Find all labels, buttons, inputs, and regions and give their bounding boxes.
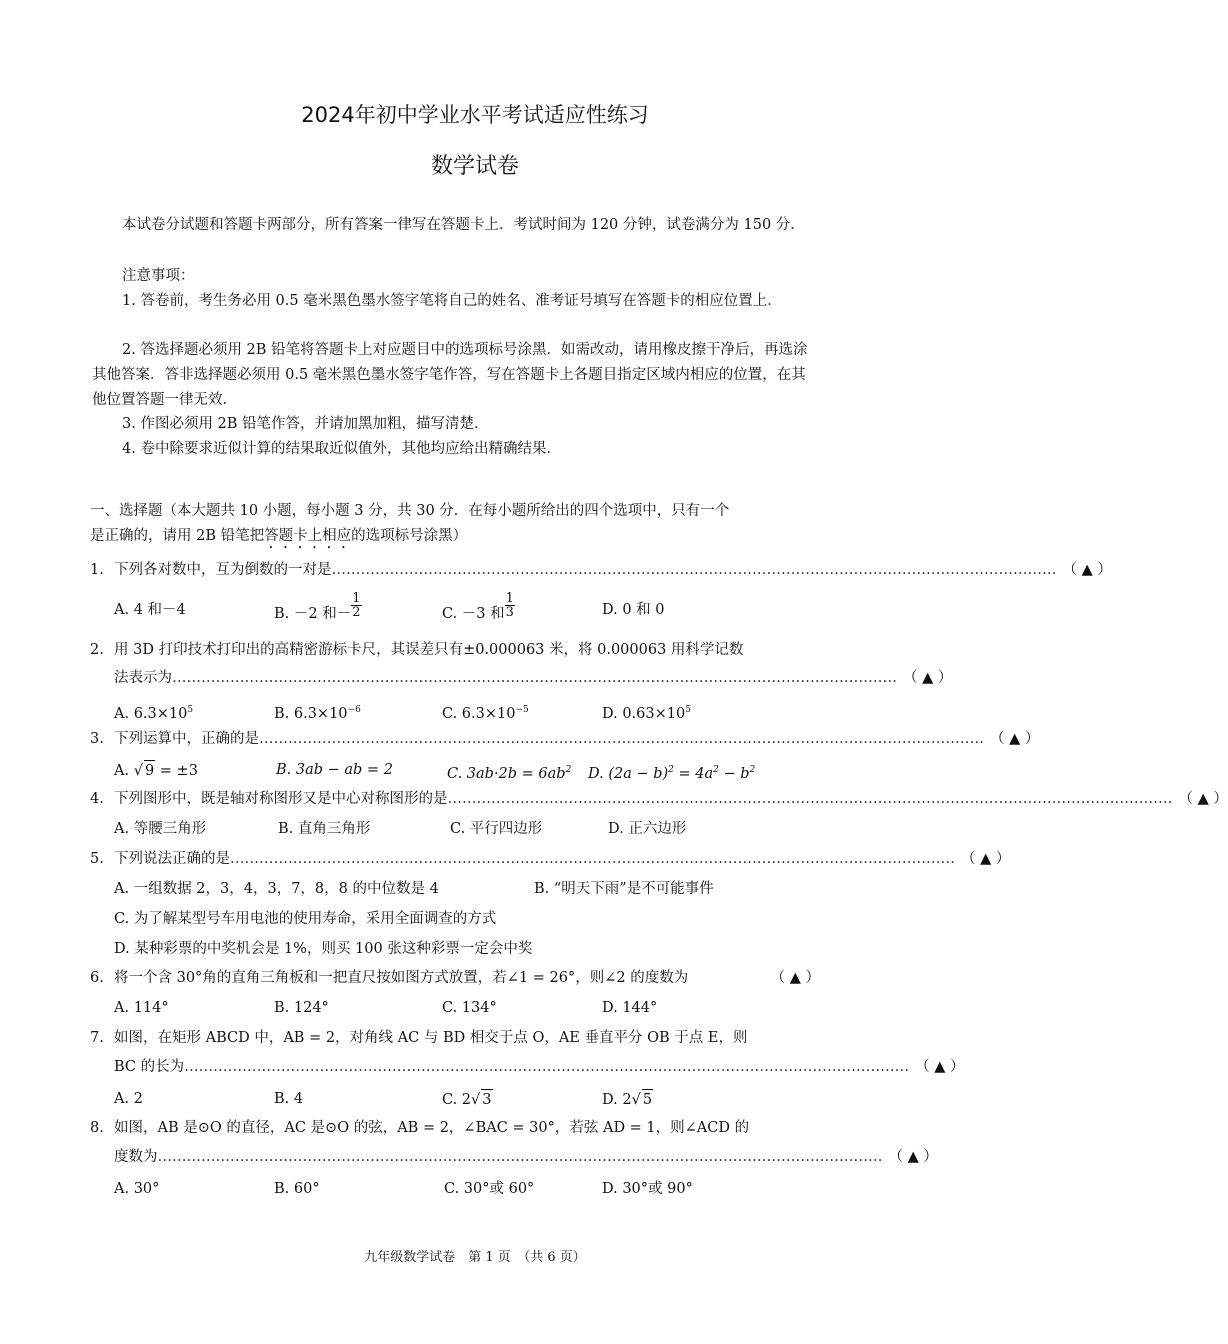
- section-line2-emph: 答题卡上相应: [264, 528, 352, 544]
- exponent: 2: [749, 765, 756, 775]
- denominator: 2: [352, 605, 361, 620]
- question-7: [90, 1028, 820, 1048]
- option-c: C. 为了解某型号车用电池的使用寿命，采用全面调查的方式: [114, 911, 497, 927]
- option-b-text: B. 6.3×10: [274, 705, 348, 722]
- fraction: [351, 592, 361, 619]
- section-heading: 一、选择题（本大题共 10 小题，每小题 3 分，共 30 分．在每小题所给出的四个选项中，只有一个: [90, 503, 730, 519]
- leader-dots: ……………………………………………………………………………………………………………………………………: [172, 670, 897, 686]
- answer-mark: （ ▲ ）: [961, 851, 1011, 867]
- radicand: 9: [144, 760, 155, 781]
- option-b: B. 3ab − ab = 2: [276, 762, 393, 778]
- page-subtitle: 数学试卷: [430, 154, 519, 179]
- option-d-mid: = 4a: [673, 765, 714, 782]
- question-number: 2.: [90, 642, 104, 658]
- question-text: 下列运算中，正确的是: [114, 731, 259, 747]
- option-d: D. 某种彩票的中奖机会是 1%，则买 100 张这种彩票一定会中奖: [114, 941, 533, 957]
- page-title: 2024年初中学业水平考试适应性练习: [301, 103, 649, 127]
- answer-mark: （ ▲ ）: [915, 1059, 965, 1075]
- option-c: C. 30°或 60°: [444, 1181, 535, 1197]
- answer-mark: （ ▲ ）: [1062, 562, 1112, 578]
- question-text: 如图，在矩形 ABCD 中，AB = 2，对角线 AC 与 BD 相交于点 O，AE 垂直平分 OB 于点 E，则: [114, 1030, 748, 1046]
- question-text: 下列说法正确的是: [114, 851, 230, 867]
- option-d: D. 0 和 0: [602, 602, 665, 618]
- option-d-text: D. 2: [602, 1092, 632, 1108]
- option-c: [442, 700, 529, 724]
- answer-mark: （ ▲ ）: [1178, 791, 1228, 807]
- question-number: 5.: [90, 851, 104, 867]
- question-number: 8.: [90, 1120, 104, 1136]
- option-a: A. √ 9 = ±3: [114, 760, 198, 781]
- question-number: 1.: [90, 562, 104, 578]
- question-1: [90, 560, 1112, 580]
- option-c-text: C. 6.3×10: [442, 705, 516, 722]
- radicand: 3: [481, 1089, 492, 1110]
- question-number: 3.: [90, 731, 104, 747]
- option-b: [274, 591, 362, 622]
- denominator: 3: [505, 605, 514, 620]
- option-d: [602, 700, 691, 724]
- question-number: 6.: [90, 970, 104, 986]
- option-a-text: A.: [114, 763, 134, 779]
- option-a: A. 等腰三角形: [114, 821, 207, 837]
- option-d-end: − b: [718, 765, 750, 782]
- option-d: D. 正六边形: [608, 821, 687, 837]
- question-text: 用 3D 打印技术打印出的高精密游标卡尺，其误差只有±0.000063 米，将 0.000063 用科学记数: [114, 642, 744, 658]
- option-c-text: C. 3ab·2b = 6ab: [447, 765, 566, 782]
- option-b: B. 直角三角形: [278, 821, 371, 837]
- option-b: B. 4: [274, 1091, 304, 1107]
- option-b: B. 60°: [274, 1181, 320, 1197]
- question-2-cont: [90, 668, 953, 688]
- page-footer: 九年级数学试卷 第 1 页 （共 6 页）: [364, 1250, 586, 1265]
- notice-title: 注意事项：: [122, 268, 195, 284]
- option-b: [274, 700, 361, 724]
- exponent: 2: [713, 765, 719, 775]
- question-5: [90, 849, 1011, 869]
- note-3: 3. 作图必须用 2B 铅笔作答，并请加黑加粗，描写清楚．: [122, 416, 489, 432]
- exponent: 2: [565, 765, 572, 775]
- question-number: 4.: [90, 791, 104, 807]
- option-a: A. 一组数据 2，3，4，3，7，8，8 的中位数是 4: [114, 881, 439, 897]
- leader-dots: ……………………………………………………………………………………………………………………………………: [259, 731, 984, 747]
- option-d: D. 144°: [602, 1000, 658, 1016]
- answer-mark: （ ▲ ）: [903, 670, 953, 686]
- exponent: 5: [187, 705, 194, 715]
- option-b: B. “明天下雨”是不可能事件: [534, 881, 714, 897]
- option-d: D. 30°或 90°: [602, 1181, 693, 1197]
- option-a: [114, 700, 193, 724]
- option-c: C. 134°: [442, 1000, 497, 1016]
- question-text: 下列图形中，既是轴对称图形又是中心对称图形的是: [114, 791, 448, 807]
- question-text: 将一个含 30°角的直角三角板和一把直尺按如图方式放置，若∠1 = 26°，则∠2 的度数为: [114, 970, 689, 986]
- numerator: 1: [505, 591, 514, 606]
- question-8-cont: [90, 1147, 938, 1167]
- leader-dots: ……………………………………………………………………………………………………………………………………: [447, 791, 1173, 807]
- option-a: A. 114°: [114, 1000, 169, 1016]
- question-4: [90, 789, 1228, 809]
- option-c-text: C. 2: [442, 1092, 472, 1108]
- option-b-text: B. －2 和－: [274, 605, 352, 622]
- leader-dots: ……………………………………………………………………………………………………………………………………: [230, 851, 955, 867]
- answer-mark: （ ▲ ）: [888, 1149, 938, 1165]
- numerator: 1: [352, 591, 361, 606]
- option-c: C. 平行四边形: [450, 821, 543, 837]
- exponent: −6: [347, 705, 361, 715]
- option-d-text: D. (2a − b): [588, 765, 669, 782]
- option-d: D. 2√ 5: [602, 1089, 653, 1110]
- note-2: 2. 答选择题必须用 2B 铅笔将答题卡上对应题目中的选项标号涂黑．如需改动，请用橡皮擦干净后，再选涂其他答案．答非选择题必须用 0.5 毫米黑色墨水签字笔作答，写在答题卡上各题目指定区域内相应的位置，在其他位置答题一律无效．: [92, 342, 808, 408]
- radicand: 5: [642, 1089, 653, 1110]
- exponent: −5: [515, 705, 529, 715]
- section-line2-a: 是正确的，请用 2B 铅笔把: [90, 528, 265, 544]
- option-a: A. 2: [114, 1091, 143, 1107]
- question-text-2: 度数为: [114, 1149, 158, 1165]
- option-c: [442, 591, 515, 622]
- question-number: 7.: [90, 1030, 104, 1046]
- question-7-cont: [90, 1057, 965, 1077]
- answer-mark: （ ▲ ）: [990, 731, 1040, 747]
- question-text-2: BC 的长为: [114, 1059, 185, 1075]
- fraction: [505, 592, 515, 619]
- option-d-text: D. 0.63×10: [602, 705, 686, 722]
- option-a-text: A. 6.3×10: [114, 705, 188, 722]
- option-d: [588, 760, 755, 784]
- question-text-2: 法表示为: [114, 670, 172, 686]
- option-b: B. 124°: [274, 1000, 329, 1016]
- section-heading-2: [90, 526, 820, 552]
- answer-mark: （ ▲ ）: [770, 970, 820, 986]
- question-text: 如图，AB 是⊙O 的直径，AC 是⊙O 的弦，AB = 2，∠BAC = 30°，若弦 AD = 1，则∠ACD 的: [114, 1120, 750, 1136]
- question-2: [90, 640, 820, 660]
- intro-text: 本试卷分试题和答题卡两部分，所有答案一律写在答题卡上．考试时间为 120 分钟，试卷满分为 150 分．: [122, 217, 805, 233]
- section-line2-c: 的选项标号涂黑）: [351, 528, 468, 544]
- option-c: [447, 760, 571, 784]
- indent-spacer: [90, 668, 114, 688]
- leader-dots: ……………………………………………………………………………………………………………………………………: [184, 1059, 910, 1075]
- question-6: [90, 968, 820, 988]
- exponent: 2: [668, 765, 674, 775]
- option-a-rest: = ±3: [155, 763, 198, 779]
- question-3: [90, 729, 1040, 749]
- note-4: 4. 卷中除要求近似计算的结果取近似值外，其他均应给出精确结果．: [122, 441, 561, 457]
- indent-spacer: [90, 1147, 114, 1167]
- question-text: 下列各对数中，互为倒数的一对是: [114, 562, 332, 578]
- leader-dots: ……………………………………………………………………………………………………………………………………: [331, 562, 1057, 578]
- indent-spacer: [90, 1057, 114, 1077]
- option-a: A. 30°: [114, 1181, 160, 1197]
- option-c-text: C. －3 和: [442, 605, 505, 622]
- option-a: A. 4 和－4: [114, 602, 186, 618]
- option-c: C. 2√ 3: [442, 1089, 493, 1110]
- note-1: 1. 答卷前，考生务必用 0.5 毫米黑色墨水签字笔将自己的姓名、准考证号填写在答题卡的相应位置上．: [122, 293, 782, 309]
- exponent: 5: [685, 705, 691, 715]
- question-8: [90, 1118, 820, 1138]
- leader-dots: ……………………………………………………………………………………………………………………………………: [157, 1149, 883, 1165]
